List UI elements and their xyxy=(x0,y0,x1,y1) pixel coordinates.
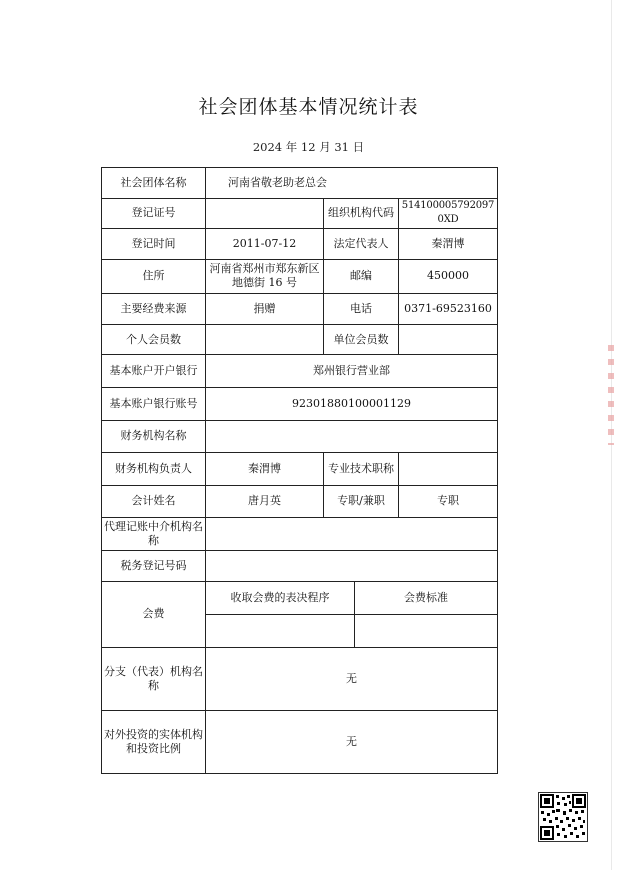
account-value: 92301880100001129 xyxy=(206,387,498,420)
row-finance-head xyxy=(102,453,498,486)
fee-procedure-value xyxy=(206,614,355,647)
finance-org-label: 财务机构名称 xyxy=(102,420,206,453)
row-address xyxy=(102,259,498,294)
reg-time-label: 登记时间 xyxy=(102,229,206,260)
org-name-label: 社会团体名称 xyxy=(102,168,206,199)
branches-value: 无 xyxy=(206,647,498,710)
account-label: 基本账户银行账号 xyxy=(102,387,206,420)
statistics-form-table xyxy=(101,167,498,774)
finance-head-value: 秦渭博 xyxy=(206,453,324,486)
row-accountant xyxy=(102,485,498,518)
org-name-value: 河南省敬老助老总会 xyxy=(206,168,498,199)
postcode-label: 邮编 xyxy=(324,259,399,294)
investment-value: 无 xyxy=(206,710,498,773)
row-investment xyxy=(102,710,498,773)
individual-members-value xyxy=(206,324,324,355)
row-finance-org xyxy=(102,420,498,453)
unit-members-label: 单位会员数 xyxy=(324,324,399,355)
professional-title-label: 专业技术职称 xyxy=(324,453,399,486)
reg-no-label: 登记证号 xyxy=(102,198,206,229)
qr-code-icon xyxy=(538,792,588,842)
address-value xyxy=(206,259,324,294)
agency-value xyxy=(206,518,498,551)
row-bank xyxy=(102,355,498,388)
fees-label: 会费 xyxy=(102,582,206,647)
page-title: 社会团体基本情况统计表 xyxy=(198,96,419,118)
reg-time-value: 2011-07-12 xyxy=(206,229,324,260)
phone-value: 0371-69523160 xyxy=(399,294,498,325)
bank-value: 郑州银行营业部 xyxy=(206,355,498,388)
legal-rep-label: 法定代表人 xyxy=(324,229,399,260)
address-label: 住所 xyxy=(102,259,206,294)
row-tax-registration xyxy=(102,550,498,582)
row-fees-header xyxy=(102,582,498,615)
tax-label: 税务登记号码 xyxy=(102,550,206,582)
report-date: 2024 年 12 月 31 日 xyxy=(252,140,365,154)
org-code-value: 514100005792097 0XD xyxy=(399,198,498,229)
row-registration-number xyxy=(102,198,498,229)
address-line-1: 河南省郑州市郑东新区 xyxy=(209,262,320,276)
phone-label: 电话 xyxy=(324,294,399,325)
finance-head-label: 财务机构负责人 xyxy=(102,453,206,486)
funding-label: 主要经费来源 xyxy=(102,294,206,325)
investment-label: 对外投资的实体机构和投资比例 xyxy=(102,710,206,773)
reg-no-value xyxy=(206,198,324,229)
legal-rep-value: 秦渭博 xyxy=(399,229,498,260)
agency-label: 代理记账中介机构名称 xyxy=(102,518,206,551)
accountant-value: 唐月英 xyxy=(206,485,324,518)
bank-label: 基本账户开户银行 xyxy=(102,355,206,388)
funding-value: 捐赠 xyxy=(206,294,324,325)
professional-title-value xyxy=(399,453,498,486)
fee-standard-value xyxy=(355,614,498,647)
fee-procedure-label: 收取会费的表决程序 xyxy=(206,582,355,615)
row-funding-source xyxy=(102,294,498,325)
unit-members-value xyxy=(399,324,498,355)
postcode-value: 450000 xyxy=(399,259,498,294)
fee-standard-label: 会费标准 xyxy=(355,582,498,615)
row-members xyxy=(102,324,498,355)
row-org-name xyxy=(102,168,498,199)
finance-org-value xyxy=(206,420,498,453)
row-registration-time xyxy=(102,229,498,260)
row-branches xyxy=(102,647,498,710)
individual-members-label: 个人会员数 xyxy=(102,324,206,355)
employment-type-label: 专职/兼职 xyxy=(324,485,399,518)
employment-type-value: 专职 xyxy=(399,485,498,518)
row-bank-account xyxy=(102,387,498,420)
org-code-label: 组织机构代码 xyxy=(324,198,399,229)
branches-label: 分支（代表）机构名称 xyxy=(102,647,206,710)
red-stamp-edge-mark xyxy=(608,345,614,445)
address-line-2: 地德街 16 号 xyxy=(232,276,297,290)
tax-value xyxy=(206,550,498,582)
row-bookkeeping-agency xyxy=(102,518,498,551)
accountant-label: 会计姓名 xyxy=(102,485,206,518)
